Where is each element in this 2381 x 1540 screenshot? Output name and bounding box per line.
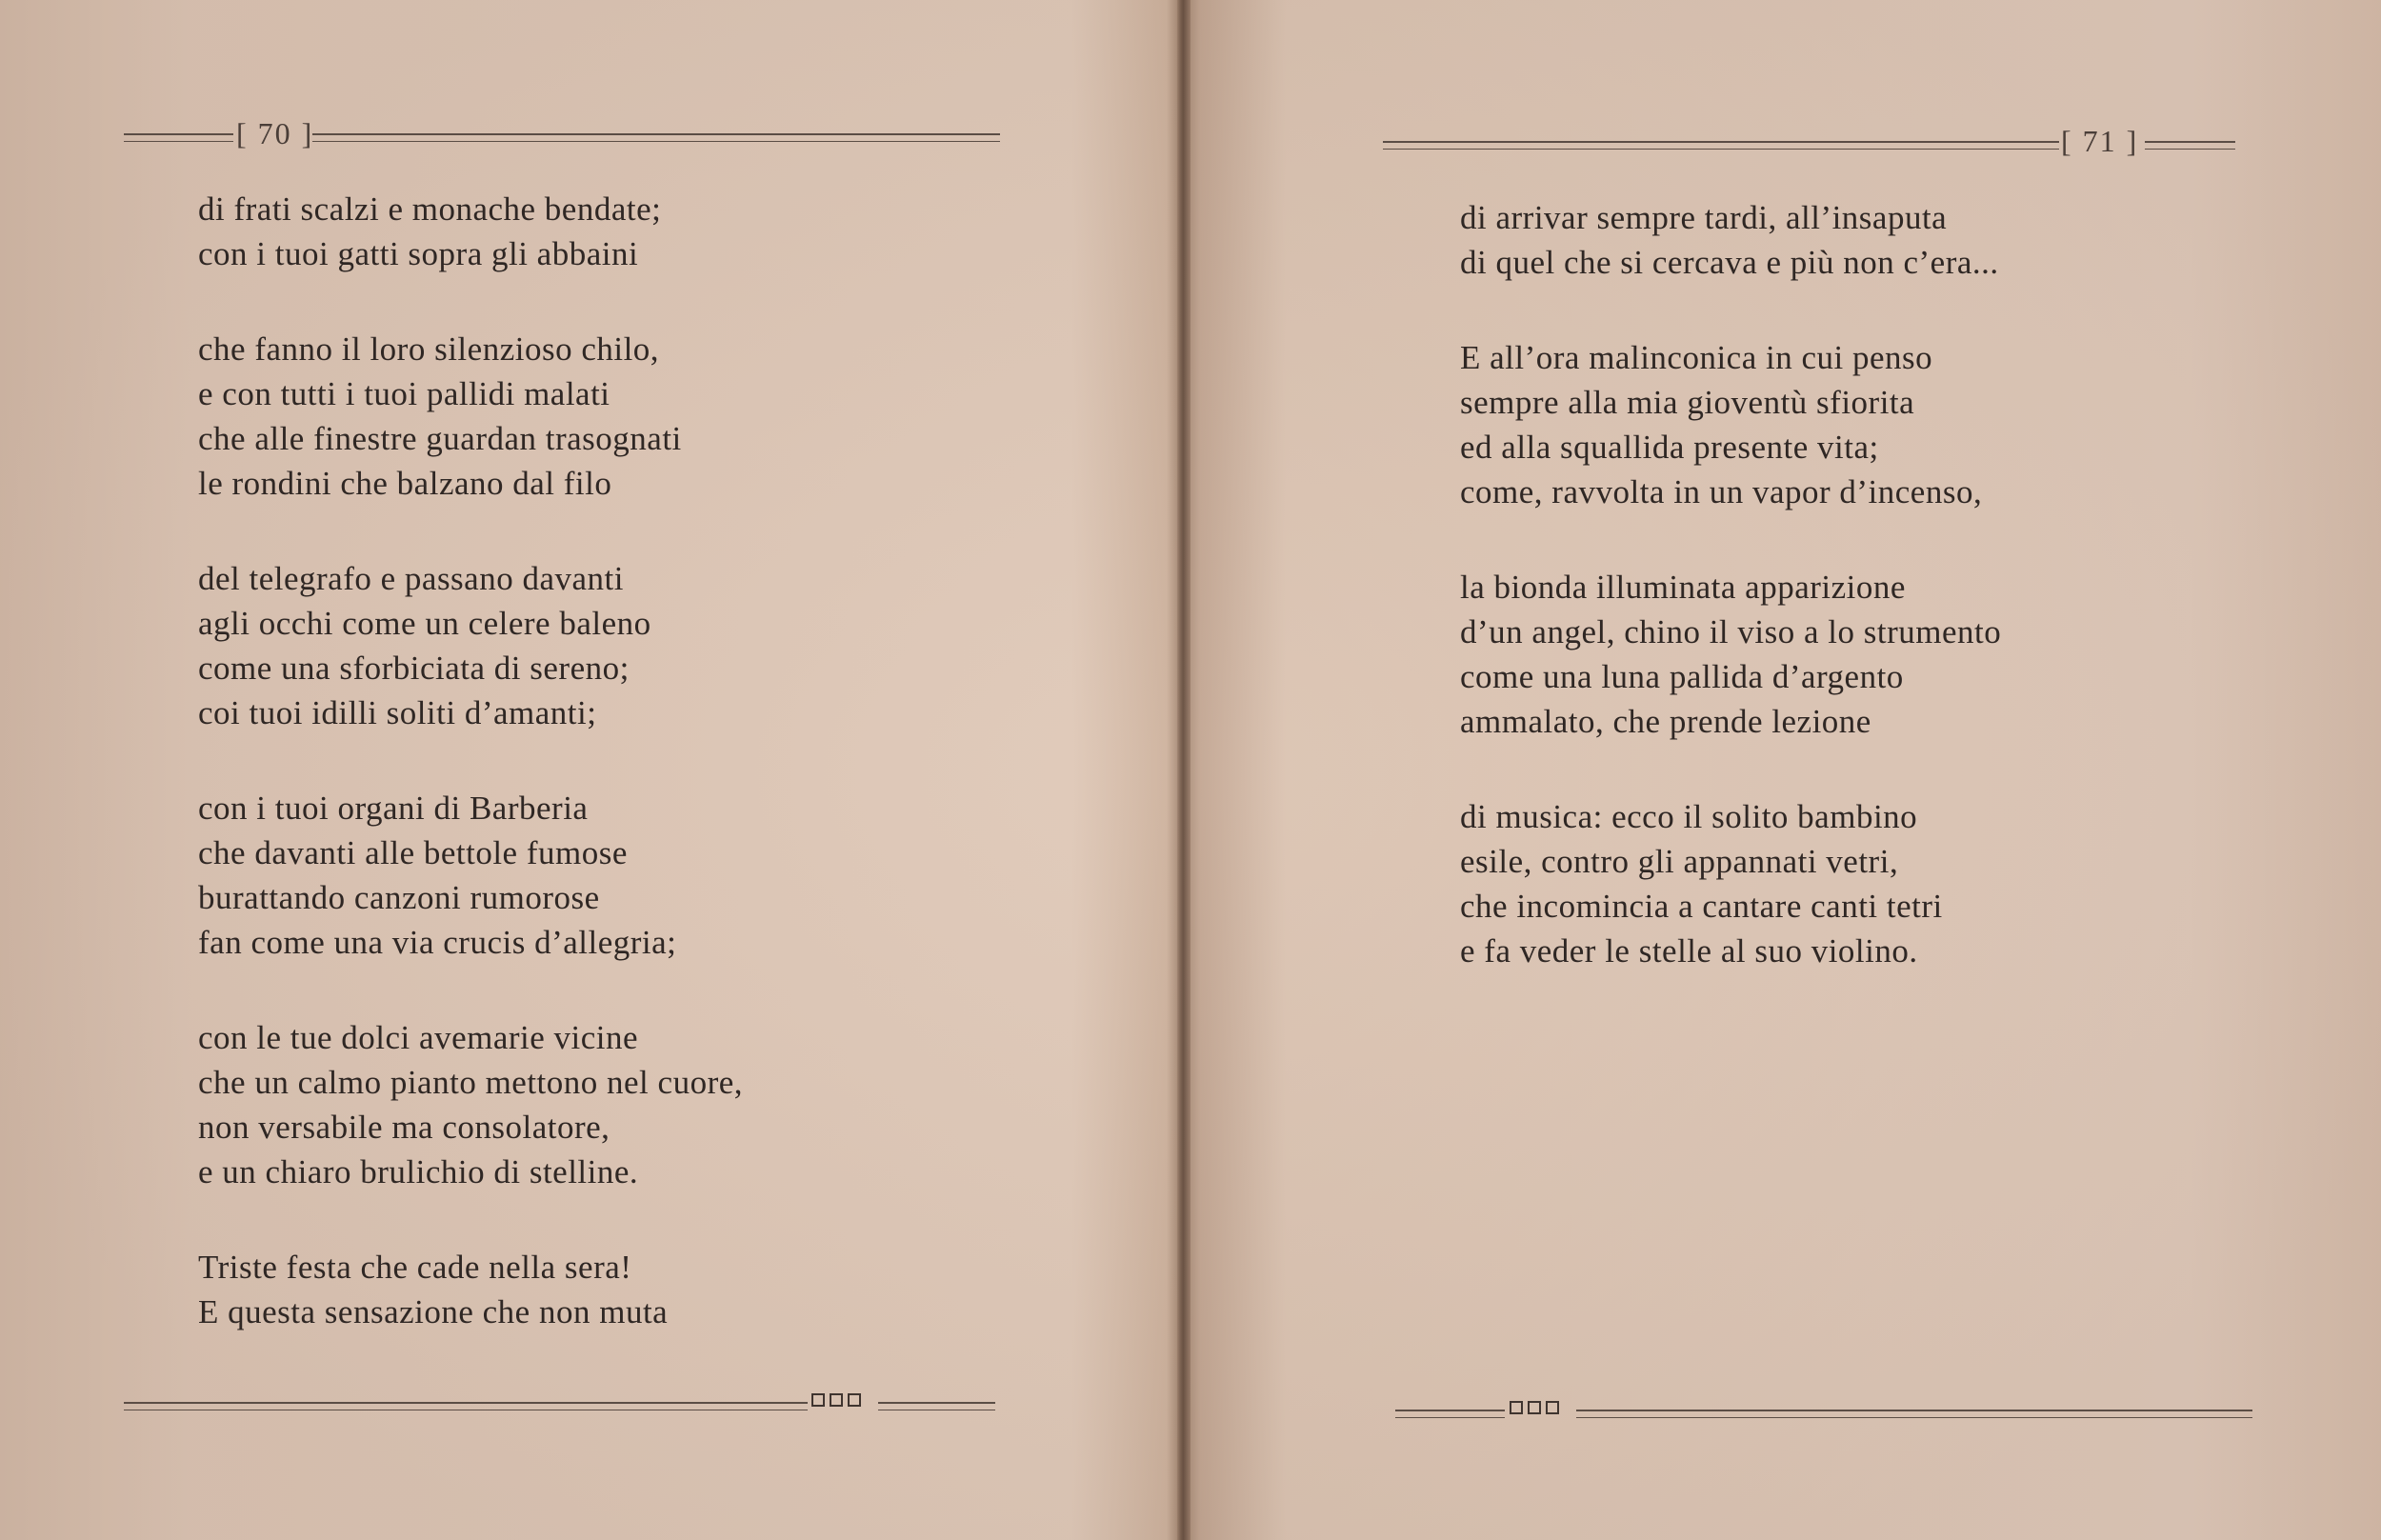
footer-rule-short	[878, 1402, 995, 1410]
ornament-square-icon	[1546, 1401, 1559, 1414]
verse-line: coi tuoi idilli soliti d’amanti;	[198, 694, 597, 731]
footer-rule-long	[124, 1402, 808, 1410]
verse-line: fan come una via crucis d’allegria;	[198, 924, 677, 961]
page-number: [ 70 ]	[236, 116, 314, 150]
footer-ornament	[811, 1393, 861, 1407]
verse-line: che davanti alle bettole fumose	[198, 834, 628, 871]
verse-line: con le tue dolci avemarie vicine	[198, 1019, 639, 1056]
verse-line: Triste festa che cade nella sera!	[198, 1249, 632, 1286]
ornament-square-icon	[811, 1393, 825, 1407]
verse-line: sempre alla mia gioventù sfiorita	[1460, 384, 1915, 421]
verse-line: le rondini che balzano dal filo	[198, 465, 612, 502]
left-page	[0, 0, 1179, 1540]
stanza	[198, 1245, 743, 1334]
verse-line: come una luna pallida d’argento	[1460, 658, 1904, 695]
stanza	[1460, 794, 2001, 973]
verse-line: ammalato, che prende lezione	[1460, 703, 1871, 740]
header-rule-long	[1383, 141, 2059, 150]
left-page-header	[124, 116, 1000, 162]
footer-rule-long	[1576, 1410, 2252, 1418]
verse-line: non versabile ma consolatore,	[198, 1109, 610, 1146]
verse-line: esile, contro gli appannati vetri,	[1460, 843, 1899, 880]
left-page-footer	[124, 1402, 995, 1430]
verse-line: che incomincia a cantare canti tetri	[1460, 888, 1943, 925]
ornament-square-icon	[830, 1393, 843, 1407]
verse-line: di frati scalzi e monache bendate;	[198, 190, 662, 228]
stanza	[198, 187, 743, 276]
header-rule-left-long	[312, 133, 1000, 142]
verse-line: di musica: ecco il solito bambino	[1460, 798, 1918, 835]
ornament-square-icon	[1528, 1401, 1541, 1414]
verse-line: di quel che si cercava e più non c’era...	[1460, 244, 1999, 281]
stanza	[198, 327, 743, 506]
stanza	[1460, 565, 2001, 744]
verse-line: che fanno il loro silenzioso chilo,	[198, 330, 660, 368]
verse-line: E all’ora malinconica in cui penso	[1460, 339, 1933, 376]
verse-line: ed alla squallida presente vita;	[1460, 429, 1879, 466]
verse-line: che un calmo pianto mettono nel cuore,	[198, 1064, 744, 1101]
verse-line: e con tutti i tuoi pallidi malati	[198, 375, 610, 412]
header-rule-left-short	[124, 133, 233, 142]
verse-line: e un chiaro brulichio di stelline.	[198, 1153, 639, 1190]
verse-line: come una sforbiciata di sereno;	[198, 650, 630, 687]
verse-line: con i tuoi gatti sopra gli abbaini	[198, 235, 639, 272]
ornament-square-icon	[1510, 1401, 1523, 1414]
ornament-square-icon	[848, 1393, 861, 1407]
stanza	[198, 556, 743, 735]
right-page-header	[1383, 124, 2235, 170]
verse-line: agli occhi come un celere baleno	[198, 605, 651, 642]
verse-line: la bionda illuminata apparizione	[1460, 569, 1906, 606]
page-number: [ 71 ]	[2061, 124, 2139, 158]
verse-line: come, ravvolta in un vapor d’incenso,	[1460, 473, 1983, 510]
verse-line: che alle finestre guardan trasognati	[198, 420, 682, 457]
footer-ornament	[1510, 1401, 1559, 1414]
stanza	[1460, 195, 2001, 285]
right-page	[1190, 0, 2381, 1540]
verse-line: d’un angel, chino il viso a lo strumento	[1460, 613, 2002, 650]
stanza	[198, 1015, 743, 1194]
left-page-verses	[198, 187, 743, 1385]
right-page-footer	[1395, 1410, 2252, 1438]
verse-line: e fa veder le stelle al suo violino.	[1460, 932, 1918, 970]
verse-line: E questa sensazione che non muta	[198, 1293, 669, 1330]
right-page-verses	[1460, 195, 2001, 1024]
footer-rule-short	[1395, 1410, 1505, 1418]
verse-line: burattando canzoni rumorose	[198, 879, 600, 916]
stanza	[198, 786, 743, 965]
book-gutter	[1177, 0, 1190, 1540]
verse-line: con i tuoi organi di Barberia	[198, 790, 589, 827]
stanza	[1460, 335, 2001, 514]
verse-line: di arrivar sempre tardi, all’insaputa	[1460, 199, 1948, 236]
header-rule-short	[2145, 141, 2235, 150]
verse-line: del telegrafo e passano davanti	[198, 560, 624, 597]
